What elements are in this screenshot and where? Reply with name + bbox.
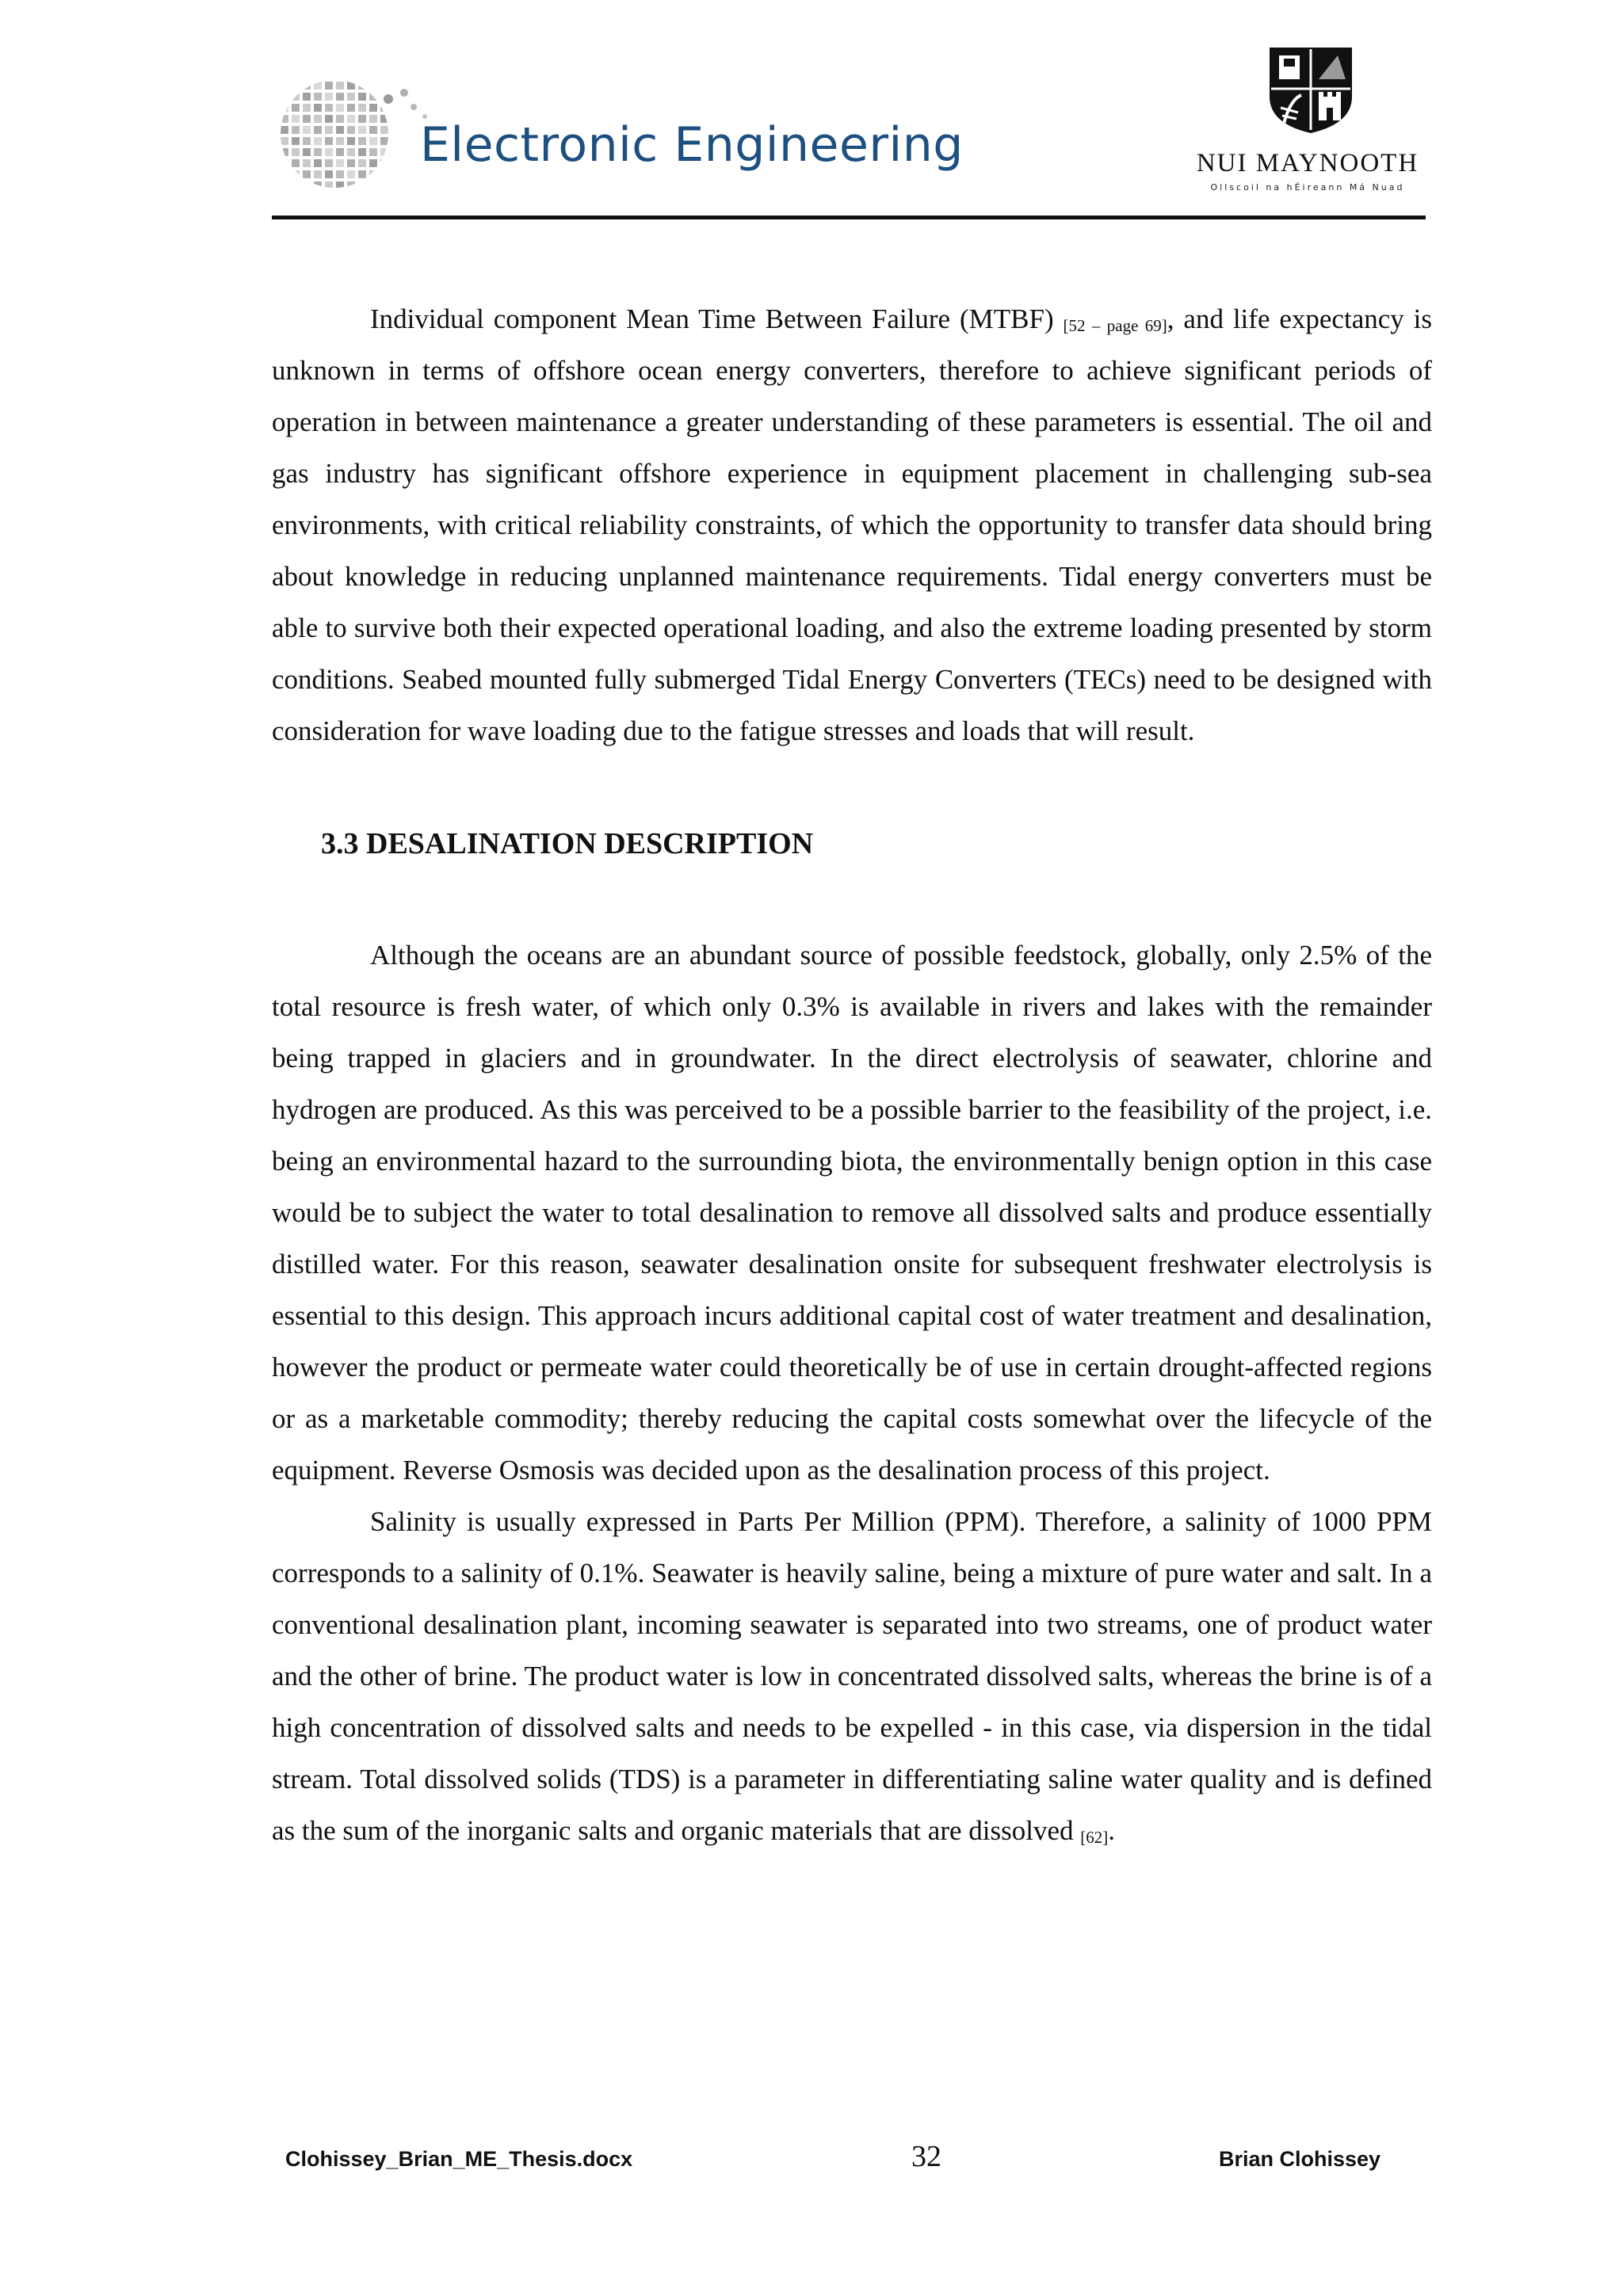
section-heading: 3.3 DESALINATION DESCRIPTION [321, 827, 814, 860]
electronic-engineering-logo-icon [277, 75, 436, 194]
page-header [0, 0, 1623, 230]
document-body [272, 293, 1432, 1856]
footer-author: Brian Clohissey [1219, 2147, 1381, 2171]
paragraph-desalination-intro: Although the oceans are an abundant source of possible feedstock, globally, only 2.5% of the total resource is fresh water, of which only 0.3% is available in rivers and lakes with the remainder being trapped in glaciers and in groundwater. In the direct electrolysis of seawater, chlorine and hydrogen are produced. As this was perceived to be a possible barrier to the feasibility of the project, i.e. being an environmental hazard to the surrounding biota, the environmentally benign option in this case would be to subject the water to total desalination to remove all dissolved salts and produce essentially distilled water. For this reason, seawater desalination onsite for subsequent freshwater electrolysis is essential to this design. This approach incurs additional capital cost of water treatment and desalination, however the product or permeate water could theoretically be of use in certain drought-affected regions or as a marketable commodity; thereby reducing the capital costs somewhat over the lifecycle of the equipment. Reverse Osmosis was decided upon as the desalination process of this project. [272, 940, 1432, 1486]
paragraph-text: Individual component Mean Time Between Failure (MTBF) [370, 303, 1064, 334]
paragraph-text: Salinity is usually expressed in Parts Per Million (PPM). Therefore, a salinity of 1000 PPM corresponds to a salinity of 0.1%. Seawater is heavily saline, being a mixture of pure water and salt. In a conventional desalination plant, incoming seawater is separated into two streams, one of product water and the other of brine. The product water is low in concentrated dissolved salts, whereas the brine is of a high concentration of dissolved salts and needs to be expelled - in this case, via dispersion in the tidal stream. Total dissolved solids (TDS) is a parameter in differentiating saline water quality and is defined as the sum of the inorganic salts and organic materials that are dissolved [272, 1506, 1432, 1846]
university-subtitle: Ollscoil na hÉireann Má Nuad [1210, 182, 1405, 193]
nui-maynooth-crest-icon [1266, 44, 1355, 135]
paragraph-text: . [1108, 1815, 1115, 1846]
paragraph-mtbf [272, 293, 1432, 757]
paragraph-salinity [272, 1496, 1432, 1856]
page-number: 32 [911, 2140, 941, 2173]
paragraph-text: , and life expectancy is unknown in terms of offshore ocean energy converters, therefore to achieve significant periods of operation in between maintenance a greater understanding of these parameters is essential. The oil and gas industry has significant offshore experience in equipment placement in challenging sub-sea environments, with critical reliability constraints, of which the opportunity to transfer data should bring about knowledge in reducing unplanned maintenance requirements. Tidal energy converters must be able to survive both their expected operational loading, and also the extreme loading presented by storm conditions. Seabed mounted fully submerged Tidal Energy Converters (TECs) need to be designed with consideration for wave loading due to the fatigue stresses and loads that will result. [272, 303, 1432, 746]
page-footer [0, 2139, 1623, 2187]
department-name: Electronic Engineering [420, 117, 964, 173]
header-divider [272, 215, 1426, 219]
citation-reference: [52 – page 69] [1063, 316, 1167, 335]
university-name: NUI MAYNOOTH [1196, 149, 1419, 177]
citation-reference: [62] [1080, 1828, 1109, 1847]
footer-filename: Clohissey_Brian_ME_Thesis.docx [285, 2147, 633, 2171]
